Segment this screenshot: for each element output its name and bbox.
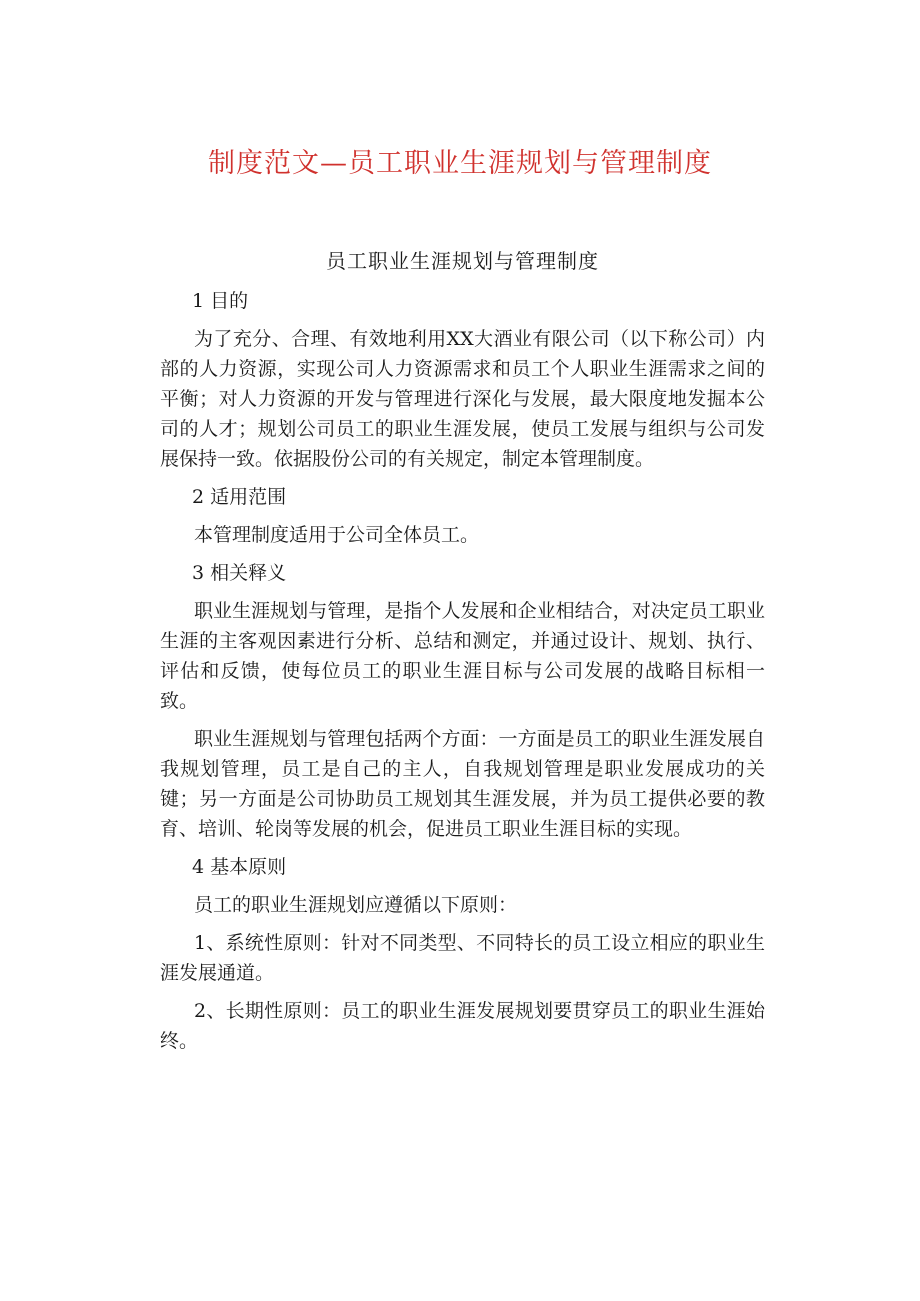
document-body [160,240,765,1064]
section-scope-paragraph: 本管理制度适用于公司全体员工。 [194,524,480,546]
section-purpose-paragraph: 为了充分、合理、有效地利用XX大酒业有限公司（以下称公司）内部的人力资源，实现公司人力资源需求和员工个人职业生涯需求之间的平衡；对人力资源的开发与管理进行深化与发展，最大限度地发掘本公司的人才；规划公司员工的职业生涯发展，使员工发展与组织与公司发展保持一致。依据股份公司的有关规定，制定本管理制度。 [160,328,765,470]
document-title: 制度范文—员工职业生涯规划与管理制度 [208,148,712,179]
principle-item-2: 2、长期性原则：员工的职业生涯发展规划要贯穿员工的职业生涯始终。 [160,1000,765,1052]
section-heading-definitions: 3 相关释义 [192,562,287,584]
principle-item-1: 1、系统性原则：针对不同类型、不同特长的员工设立相应的职业生涯发展通道。 [160,932,765,984]
section-definitions-paragraph-2: 职业生涯规划与管理包括两个方面：一方面是员工的职业生涯发展自我规划管理，员工是自己的主人，自我规划管理是职业发展成功的关键；另一方面是公司协助员工规划其生涯发展，并为员工提供必要的教育、培训、轮岗等发展的机会，促进员工职业生涯目标的实现。 [160,728,765,840]
section-definitions-paragraph-1: 职业生涯规划与管理，是指个人发展和企业相结合，对决定员工职业生涯的主客观因素进行分析、总结和测定，并通过设计、规划、执行、评估和反馈，使每位员工的职业生涯目标与公司发展的战略目标相一致。 [160,600,765,712]
section-principles-intro: 员工的职业生涯规划应遵循以下原则： [194,894,518,916]
document-subtitle: 员工职业生涯规划与管理制度 [326,249,599,273]
section-heading-scope: 2 适用范围 [192,486,287,508]
section-heading-purpose: 1 目的 [192,290,249,312]
section-heading-principles: 4 基本原则 [192,856,287,878]
